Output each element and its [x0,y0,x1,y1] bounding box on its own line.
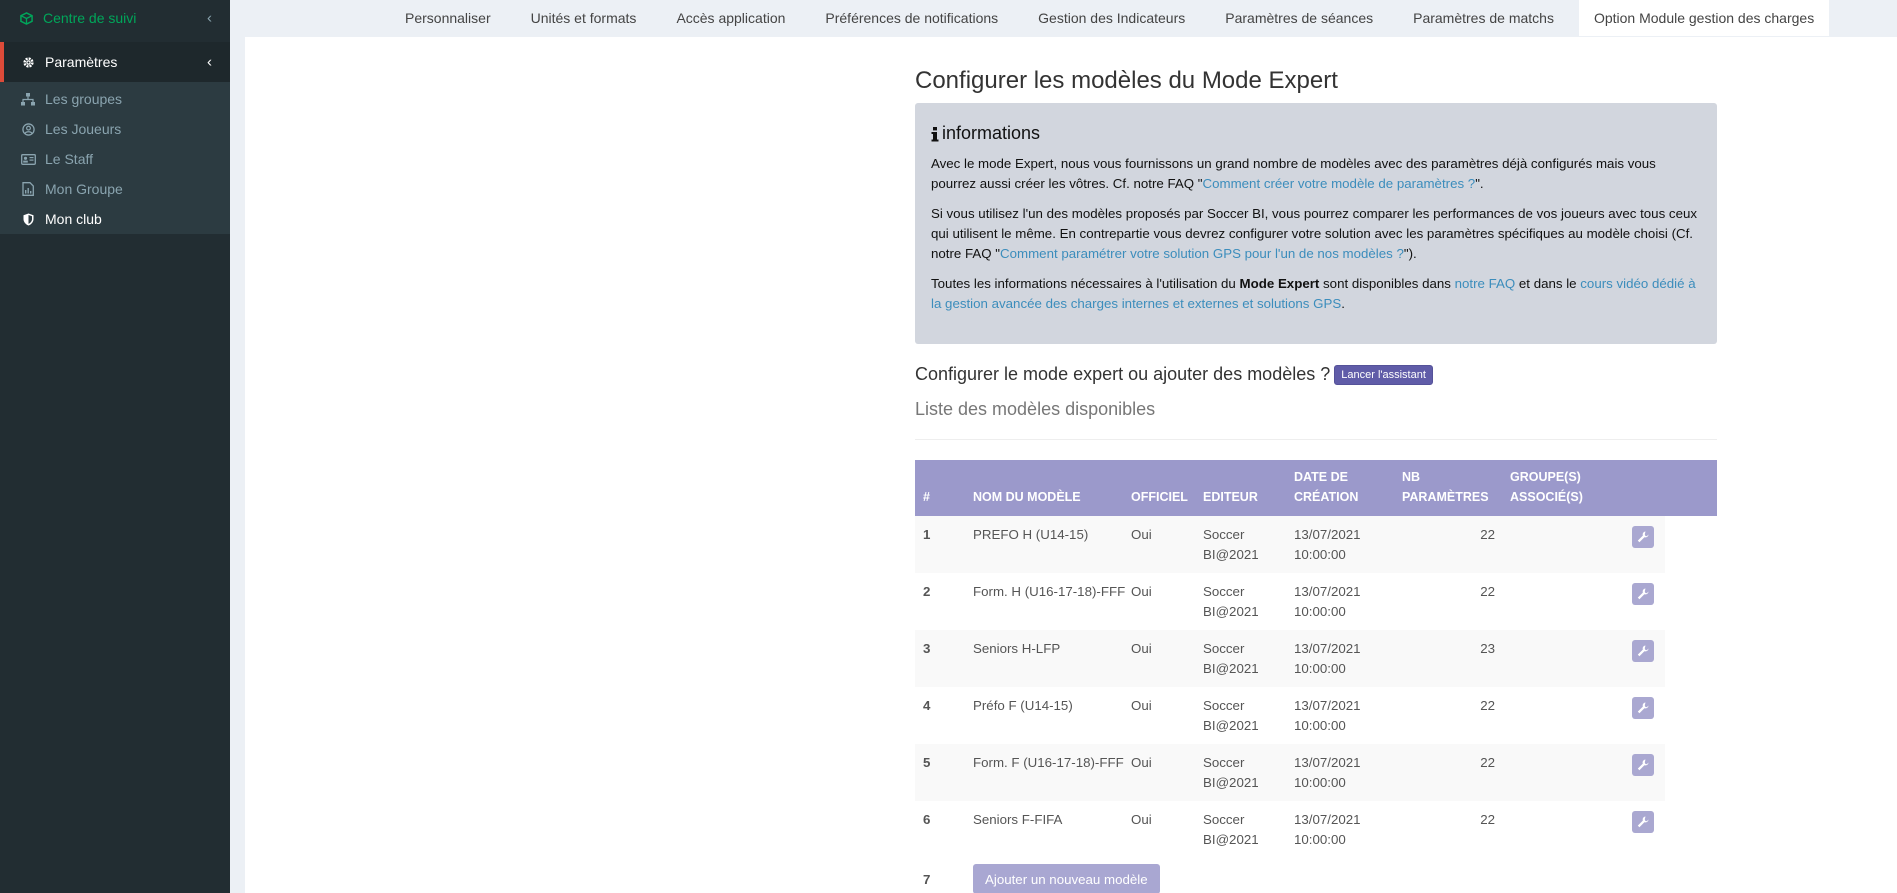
info-paragraph-1 [931,154,1701,194]
editor-l1: Soccer [1203,527,1245,542]
date-l2: 10:00:00 [1294,718,1346,733]
model-official: Oui [1131,698,1152,713]
sidebar-item-centre-de-suivi[interactable] [0,0,230,36]
model-editor [1203,582,1259,622]
row-num: 1 [923,527,931,542]
row-num: 5 [923,755,931,770]
wrench-icon [1637,816,1649,828]
model-nb-params: 23 [1480,641,1495,656]
col-date-l1: DATE DE [1294,470,1348,484]
model-name: Seniors F-FIFA [973,812,1063,827]
model-date [1294,696,1361,736]
model-editor [1203,525,1259,565]
model-editor [1203,753,1259,793]
model-editor [1203,639,1259,679]
table-header [915,460,1717,516]
info-title: informations [942,123,1041,143]
page-title: Configurer les modèles du Mode Expert [915,67,1338,94]
info-paragraph-3 [931,274,1701,314]
model-official: Oui [1131,584,1152,599]
config-heading [915,364,1433,385]
editor-l1: Soccer [1203,584,1245,599]
model-date [1294,753,1361,793]
info-paragraph-2 [931,204,1701,264]
editor-l2: BI@2021 [1203,604,1259,619]
model-official: Oui [1131,527,1152,542]
sidebar-item-parametres[interactable] [0,42,230,82]
shield-icon [20,213,36,226]
launch-assistant-button[interactable]: Lancer l'assistant [1334,365,1433,385]
row-num: 3 [923,641,931,656]
model-nb-params: 22 [1480,698,1495,713]
sidebar-item-groupes[interactable] [0,84,230,114]
wrench-icon [1637,531,1649,543]
sidebar-item-mon-club[interactable] [0,204,230,234]
editor-l2: BI@2021 [1203,661,1259,676]
wrench-icon [1637,588,1649,600]
info-heading [931,123,1701,144]
edit-model-button[interactable] [1632,640,1654,662]
faq-link-configure-gps[interactable]: Comment paramétrer votre solution GPS pour l'un de nos modèles ? [1000,246,1404,261]
table-row [915,516,1665,573]
editor-l2: BI@2021 [1203,718,1259,733]
info-text: Avec le mode Expert, nous vous fournissons un grand nombre de modèles avec des paramètres déjà configurés mais vous pourrez aussi créer les vôtres. Cf. notre FAQ " [931,156,1656,191]
info-text: Si vous utilisez l'un des modèles proposés par Soccer BI, vous pourrez comparer les performances de vos joueurs avec tous ceux qui utilisent le même. En contrepartie vous devrez configurer votre solution avec les paramètres spécifiques au modèle choisi (Cf. notre FAQ " [931,206,1698,261]
model-official: Oui [1131,641,1152,656]
tab-unites-formats[interactable]: Unités et formats [530,10,637,26]
model-date [1294,582,1361,622]
model-date [1294,525,1361,565]
edit-model-button[interactable] [1632,754,1654,776]
info-text: "). [1403,246,1417,261]
col-nb-l2: PARAMÈTRES [1402,490,1489,504]
tab-parametres-seances[interactable]: Paramètres de séances [1225,10,1374,26]
date-l2: 10:00:00 [1294,547,1346,562]
tab-parametres-matchs[interactable]: Paramètres de matchs [1413,10,1554,26]
row-num: 2 [923,584,931,599]
col-groups-l2: ASSOCIÉ(S) [1510,490,1583,504]
add-model-button[interactable]: Ajouter un nouveau modèle [973,864,1160,893]
tab-gestion-indicateurs[interactable]: Gestion des Indicateurs [1038,10,1186,26]
sidebar-item-label: Mon club [45,211,102,227]
faq-link[interactable]: notre FAQ [1454,276,1516,291]
model-nb-params: 22 [1480,584,1495,599]
sidebar-item-label: Les Joueurs [45,121,122,137]
faq-link-create-model[interactable]: Comment créer votre modèle de paramètres ? [1202,176,1476,191]
model-name: Seniors H-LFP [973,641,1061,656]
col-date-l2: CRÉATION [1294,490,1359,504]
sidebar-item-staff[interactable] [0,144,230,174]
date-l1: 13/07/2021 [1294,698,1361,713]
editor-l2: BI@2021 [1203,547,1259,562]
date-l2: 10:00:00 [1294,832,1346,847]
editor-l1: Soccer [1203,812,1245,827]
date-l1: 13/07/2021 [1294,527,1361,542]
wrench-icon [1637,645,1649,657]
sidebar [0,0,230,893]
config-title: Configurer le mode expert ou ajouter des modèles ? [915,364,1331,384]
date-l2: 10:00:00 [1294,604,1346,619]
table-row [915,801,1665,858]
model-official: Oui [1131,755,1152,770]
row-num: 4 [923,698,931,713]
content-area [230,0,1897,893]
sidebar-item-label: Mon Groupe [45,181,123,197]
user-circle-icon [20,123,36,136]
editor-l1: Soccer [1203,641,1245,656]
row-num: 6 [923,812,931,827]
gear-icon [20,56,36,69]
tab-preferences-notifications[interactable]: Préférences de notifications [825,10,999,26]
sitemap-icon [20,93,36,106]
col-num: # [923,490,930,504]
add-model-row [915,858,1665,893]
chevron-left-icon: ‹ [207,53,212,71]
model-date [1294,639,1361,679]
editor-l1: Soccer [1203,755,1245,770]
sidebar-item-label: Centre de suivi [43,10,137,26]
divider [915,439,1717,440]
model-name: PREFO H (U14-15) [973,527,1089,542]
info-text: ". [1475,176,1484,191]
col-groups-l1: GROUPE(S) [1510,470,1581,484]
col-name: NOM DU MODÈLE [973,490,1081,504]
model-editor [1203,696,1259,736]
info-callout [915,103,1717,344]
chevron-left-icon: ‹ [207,9,212,27]
info-text: sont disponibles dans [1319,276,1455,291]
sidebar-item-label: Paramètres [45,54,118,70]
tab-option-module-charges[interactable]: Option Module gestion des charges [1579,0,1829,36]
col-editor: EDITEUR [1203,490,1258,504]
sidebar-item-label: Les groupes [45,91,123,107]
model-nb-params: 22 [1480,812,1495,827]
info-text: Toutes les informations nécessaires à l'utilisation du [931,276,1240,291]
table-row [915,630,1665,687]
tab-personnaliser[interactable]: Personnaliser [405,10,491,26]
date-l2: 10:00:00 [1294,661,1346,676]
date-l1: 13/07/2021 [1294,812,1361,827]
cube-icon [18,12,34,25]
date-l1: 13/07/2021 [1294,755,1361,770]
edit-model-button[interactable] [1632,526,1654,548]
date-l2: 10:00:00 [1294,775,1346,790]
date-l1: 13/07/2021 [1294,641,1361,656]
video-course-link[interactable]: cours vidéo dédié à la gestion avancée des charges internes et externes et solutions GPS [931,276,1696,311]
model-name: Form. H (U16-17-18)-FFF [973,584,1126,599]
model-nb-params: 22 [1480,527,1495,542]
chart-file-icon [20,182,36,196]
editor-l2: BI@2021 [1203,775,1259,790]
info-icon [931,126,939,142]
settings-tabs [230,0,1897,37]
tab-acces-application[interactable]: Accès application [676,10,786,26]
info-text: . [1341,296,1345,311]
edit-model-button[interactable] [1632,583,1654,605]
table-row [915,687,1665,744]
date-l1: 13/07/2021 [1294,584,1361,599]
models-table [915,460,1717,893]
wrench-icon [1637,702,1649,714]
editor-l1: Soccer [1203,698,1245,713]
info-bold-text: Mode Expert [1239,276,1320,291]
sidebar-item-label: Le Staff [45,151,94,167]
sidebar-item-joueurs[interactable] [0,114,230,144]
model-nb-params: 22 [1480,755,1495,770]
col-nb-l1: NB [1402,470,1421,484]
col-nb-params [1402,467,1489,507]
col-date [1294,467,1358,507]
col-groups [1510,467,1583,507]
table-row [915,744,1665,801]
model-date [1294,810,1361,850]
table-row [915,573,1665,630]
edit-model-button[interactable] [1632,697,1654,719]
settings-submenu [0,82,230,234]
model-name: Préfo F (U14-15) [973,698,1073,713]
models-list-title: Liste des modèles disponibles [915,399,1156,419]
model-editor [1203,810,1259,850]
tab-panel [245,37,1897,893]
id-card-icon [20,154,36,165]
model-official: Oui [1131,812,1152,827]
sidebar-item-mon-groupe[interactable] [0,174,230,204]
model-name: Form. F (U16-17-18)-FFF [973,755,1124,770]
row-num: 7 [923,872,931,887]
editor-l2: BI@2021 [1203,832,1259,847]
col-official: OFFICIEL [1131,490,1188,504]
edit-model-button[interactable] [1632,811,1654,833]
wrench-icon [1637,759,1649,771]
table-body [915,516,1717,858]
info-text: et dans le [1515,276,1581,291]
